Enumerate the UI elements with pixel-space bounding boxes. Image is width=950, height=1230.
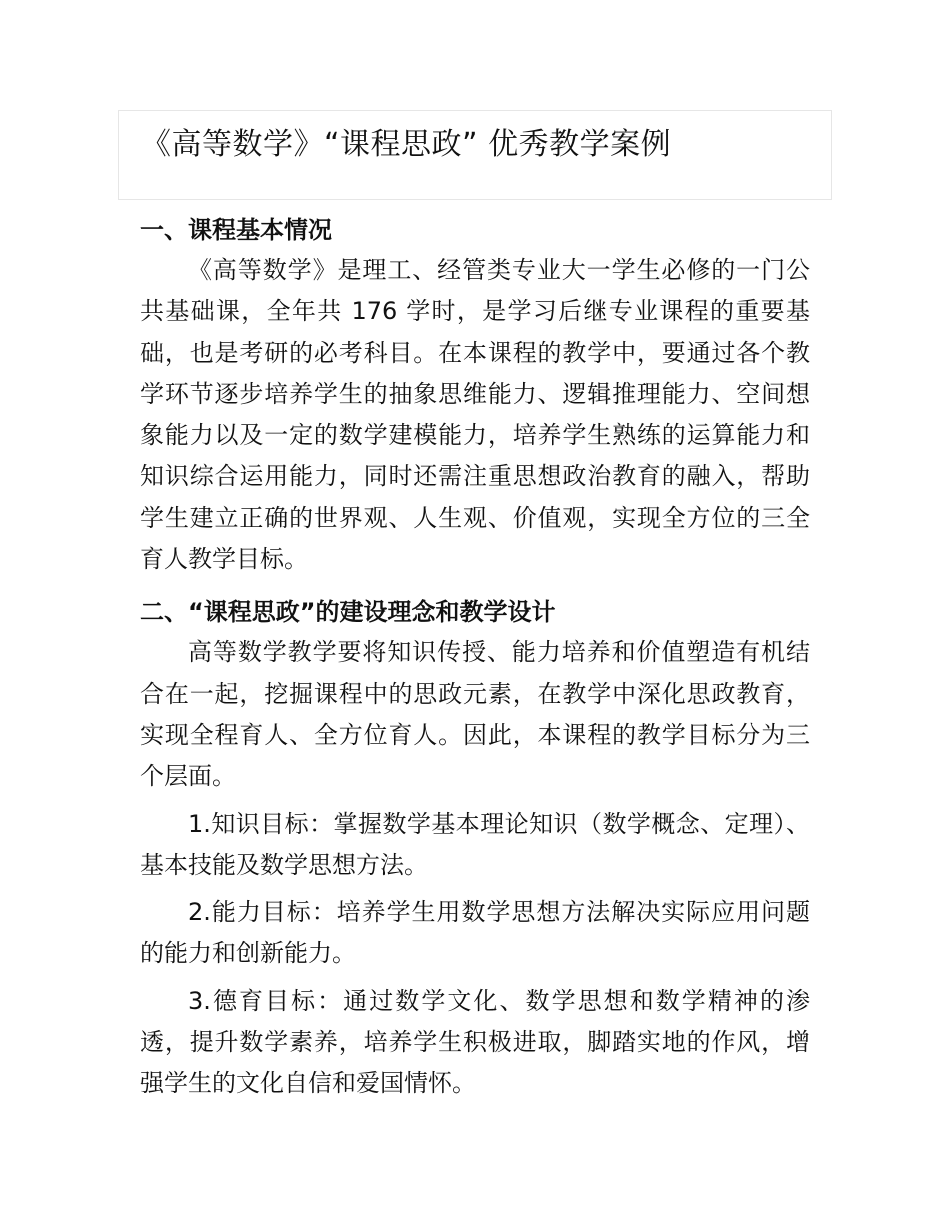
title-box	[118, 110, 832, 200]
goal-ability: 2.能力目标：培养学生用数学思想方法解决实际应用问题的能力和创新能力。	[140, 898, 810, 968]
document-body	[140, 210, 810, 1105]
goal-moral: 3.德育目标：通过数学文化、数学思想和数学精神的渗透，提升数学素养，培养学生积极进取，脚踏实地的作风，增强学生的文化自信和爱国情怀。	[140, 986, 810, 1098]
document-title: 《高等数学》“课程思政” 优秀教学案例	[141, 127, 672, 162]
goal-knowledge: 1.知识目标：掌握数学基本理论知识（数学概念、定理）、基本技能及数学思想方法。	[140, 809, 810, 879]
section-heading: 一、课程基本情况	[140, 216, 332, 244]
paragraph: 高等数学教学要将知识传授、能力培养和价值塑造有机结合在一起，挖掘课程中的思政元素，在教学中深化思政教育，实现全程育人、全方位育人。因此，本课程的教学目标分为三个层面。	[140, 638, 810, 791]
paragraph: 《高等数学》是理工、经管类专业大一学生必修的一门公共基础课，全年共 176 学时，是学习后继专业课程的重要基础，也是考研的必考科目。在本课程的教学中，要通过各个教学环节逐步培养学生的抽象思维能力、逻辑推理能力、空间想象能力以及一定的数学建模能力，培养学生熟练的运算能力和知识综合运用能力，同时还需注重思想政治教育的融入，帮助学生建立正确的世界观、人生观、价值观，实现全方位的三全育人教学目标。	[140, 256, 810, 574]
section-heading: 二、“课程思政”的建设理念和教学设计	[140, 598, 556, 627]
